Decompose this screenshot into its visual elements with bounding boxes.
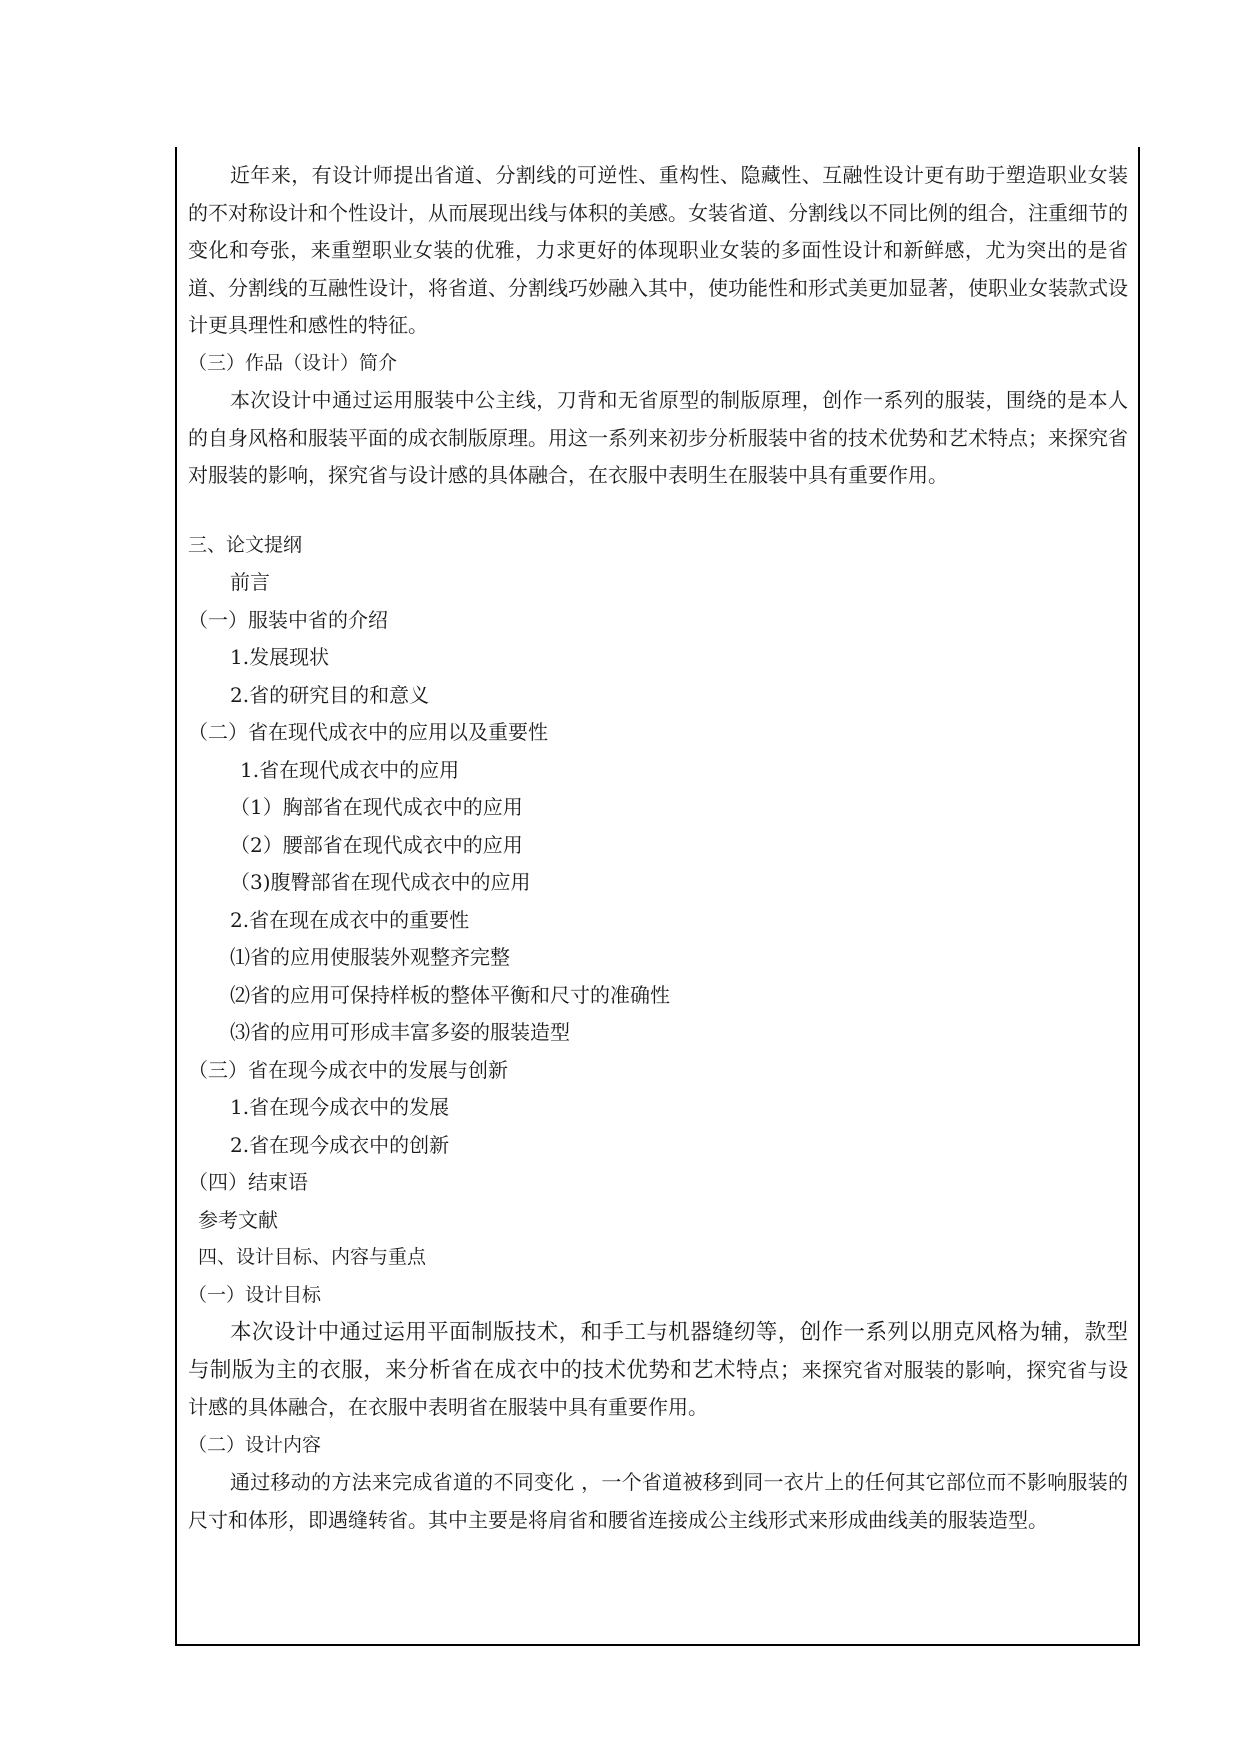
outline-item: （一）服装中省的介绍	[188, 607, 388, 632]
outline-item: 2.省在现在成衣中的重要性	[230, 907, 470, 932]
outline-item: 1.发展现状	[230, 645, 330, 669]
goals-heading: 四、设计目标、内容与重点	[198, 1246, 427, 1268]
outline-item: （3)腹臀部省在现代成衣中的应用	[230, 870, 531, 894]
outline-item: ⑵省的应用可保持样板的整体平衡和尺寸的准确性	[230, 982, 670, 1007]
outline-item: 前言	[230, 570, 270, 594]
goals-sub2-paragraph: 通过移动的方法来完成省道的不同变化 ，一个省道被移到同一衣片上的任何其它部位而不影响服装的尺寸和体形，即遇缝转省。其中主要是将肩省和腰省连接成公主线形式来形成曲线美的服装造型。	[188, 1470, 1128, 1532]
outline-item: 1.省在现今成衣中的发展	[230, 1095, 450, 1119]
outline-item: 2.省的研究目的和意义	[230, 682, 430, 707]
outline-item: 2.省在现今成衣中的创新	[230, 1132, 450, 1157]
outline-item: （1）胸部省在现代成衣中的应用	[230, 795, 523, 819]
outline-item: ⑶省的应用可形成丰富多姿的服装造型	[230, 1020, 570, 1044]
work-intro-heading: （三）作品（设计）简介	[188, 351, 398, 374]
intro-paragraph: 近年来，有设计师提出省道、分割线的可逆性、重构性、隐藏性、互融性设计更有助于塑造职业女装的不对称设计和个性设计，从而展现出线与体积的美感。女装省道、分割线以不同比例的组合，注重细节的变化和夸张，来重塑职业女装的优雅，力求更好的体现职业女装的多面性设计和新鲜感，尤为突出的是省道、分割线的互融性设计，将省道、分割线巧妙融入其中，使功能性和形式美更加显著，使职业女装款式设计更具理性和感性的特征。	[188, 163, 1128, 337]
spacer	[188, 495, 1128, 527]
outline-item: （四）结束语	[188, 1170, 308, 1194]
outline-item: ⑴省的应用使服装外观整齐完整	[230, 945, 510, 969]
work-intro-paragraph: 本次设计中通过运用服装中公主线，刀背和无省原型的制版原理，创作一系列的服装，围绕的是本人的自身风格和服装平面的成衣制版原理。用这一系列来初步分析服装中省的技术优势和艺术特点；来探究省对服装的影响，探究省与设计感的具体融合，在衣服中表明生在服装中具有重要作用。	[188, 388, 1128, 487]
goals-sub1-heading: （一）设计目标	[188, 1283, 322, 1306]
outline-item: （三）省在现今成衣中的发展与创新	[188, 1057, 508, 1082]
outline-item: （二）省在现代成衣中的应用以及重要性	[188, 720, 548, 744]
goals-sub1-paragraph	[188, 1314, 1128, 1427]
goals-sub1-paragraph-a: 本次设计中通过运用平面制版技术，和手工与机器缝纫等，创作一系列以朋克风格为辅，款型与制版为主的衣服，来分析省在成衣中的技术优势和艺术特点；	[188, 1320, 1128, 1383]
document-content	[188, 157, 1128, 1539]
outline-heading: 三、论文提纲	[188, 533, 303, 556]
outline-item: （2）腰部省在现代成衣中的应用	[230, 832, 523, 857]
goals-sub2-heading: （二）设计内容	[188, 1433, 322, 1456]
outline-item: 1.省在现代成衣中的应用	[240, 757, 460, 782]
goals-sub1-paragraph-b: 来探究省对服装的影响，探究省与设计感的具体融合，在衣服中表明省在服装中具有重要作用。	[188, 1357, 1128, 1419]
outline-item: 参考文献	[198, 1207, 278, 1232]
